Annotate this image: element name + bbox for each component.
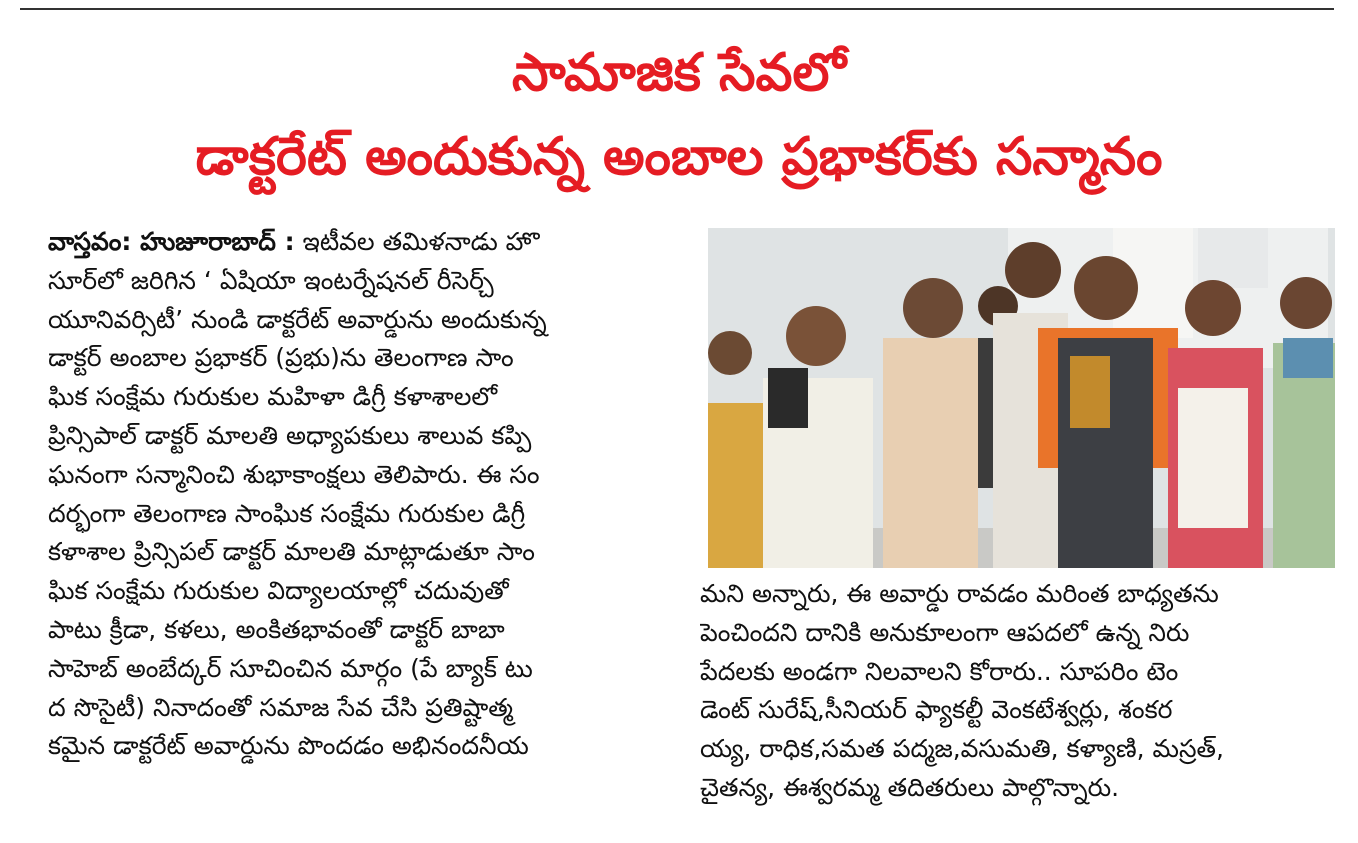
article-line: ఘనంగా సన్మానించి శుభాకాంక్షలు తెలిపారు. ఈ సం xyxy=(48,459,540,489)
article-line: పేదలకు అండగా నిలవాలని కోరారు.. సూపరిం టెం xyxy=(700,656,1179,686)
article-line: పెంచిందని దానికి అనుకూలంగా ఆపదలో ఉన్న నిరు xyxy=(700,617,1190,647)
dateline: వాస్తవం: హుజూరాబాద్ : xyxy=(48,227,295,256)
article-line: ప్రిన్సిపాల్ డాక్టర్ మాలతి అధ్యాపకులు శాలువ కప్పి xyxy=(48,420,532,450)
article-line: యూనివర్సిటీ’ నుండి డాక్టరేట్ అవార్డును అందుకున్న xyxy=(48,304,547,334)
article-line: డాక్టర్ అంబాల ప్రభాకర్ (ప్రభు)ను తెలంగాణ సాం xyxy=(48,343,514,373)
article-line: సూర్‌లో జరిగిన ‘ ఏషియా ఇంటర్నేషనల్ రీసెర్చ్ xyxy=(48,265,494,295)
article-line: య్య, రాధిక,సమత పద్మజ,వసుమతి, కళ్యాణి, మస్రత్, xyxy=(700,734,1224,764)
article-line: ఘిక సంక్షేమ గురుకుల విద్యాలయాల్లో చదువుతో xyxy=(48,576,509,606)
article-line: దర్భంగా తెలంగాణ సాంఘిక సంక్షేమ గురుకుల డిగ్రీ xyxy=(48,498,526,528)
photo-illustration xyxy=(708,228,1335,568)
article-line: పాటు క్రీడా, కళలు, అంకితభావంతో డాక్టర్ బాబా xyxy=(48,614,505,644)
article-line: డెంట్ సురేష్,సీనియర్ ఫ్యాకల్టీ వెంకటేశ్వర్లు, శంకర xyxy=(700,695,1173,725)
article-line xyxy=(48,223,668,262)
article-line: ద సొసైటీ) నినాదంతో సమాజ సేవ చేసి ప్రతిష్టాత్మ xyxy=(48,692,513,722)
article-line: కళాశాల ప్రిన్సిపల్ డాక్టర్ మాలతి మాట్లాడుతూ సాం xyxy=(48,537,535,567)
news-photo xyxy=(708,228,1335,568)
article-line: మని అన్నారు, ఈ అవార్డు రావడం మరింత బాధ్యతను xyxy=(700,579,1219,608)
article-line: చైతన్య, ఈశ్వరమ్మ తదితరులు పాల్గొన్నారు. xyxy=(700,772,1120,802)
top-divider xyxy=(20,8,1334,10)
article-right-column xyxy=(700,575,1340,808)
article-left-column xyxy=(48,223,668,766)
article-line: సాహెబ్ అంబేద్కర్ సూచించిన మార్గం (పే బ్యాక్ టు xyxy=(48,653,533,683)
headline-line-1: సామాజిక సేవలో xyxy=(512,43,846,103)
headline-line-2: డాక్టరేట్ అందుకున్న అంబాల ప్రభాకర్‌కు సన్మానం xyxy=(195,127,1163,187)
article-text: ఇటీవల తమిళనాడు హొ xyxy=(294,227,540,256)
article-line: కమైన డాక్టరేట్ అవార్డును పొందడం అభినందనీయ xyxy=(48,731,529,761)
article-line: ఘిక సంక్షేమ గురుకుల మహిళా డిగ్రీ కళాశాలలో xyxy=(48,382,498,412)
